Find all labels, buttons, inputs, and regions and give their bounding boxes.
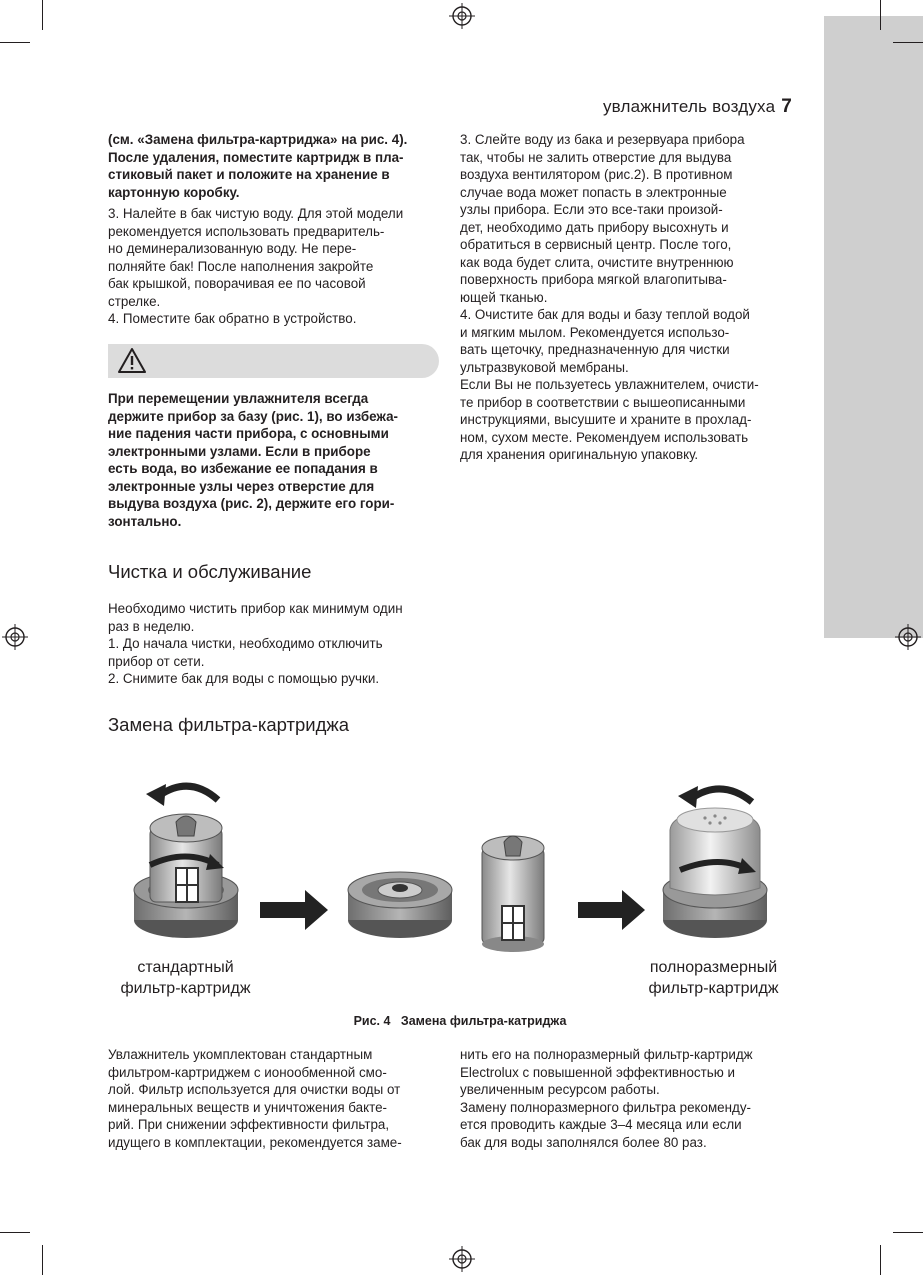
text-line: полноразмерный xyxy=(649,959,778,976)
text-line: для хранения оригинальную упаковку. xyxy=(460,447,699,462)
standard-cartridge-figure xyxy=(134,784,238,938)
text-line: ние падения части прибора, с основными xyxy=(108,426,389,441)
text-line: те прибор в соответствии с вышеописанными xyxy=(460,394,746,410)
fullsize-filter-label xyxy=(636,957,791,999)
text-line: поверхность прибора мягкой влагопитыва- xyxy=(460,272,727,287)
arrow-right-icon xyxy=(578,890,645,930)
text-line: электронными узлами. Если в приборе xyxy=(108,443,371,459)
left-bold-paragraph xyxy=(108,131,448,201)
figure-caption: Рис. 4 Замена фильтра-катриджа xyxy=(353,1014,567,1028)
right-column-text xyxy=(460,131,805,464)
crop-mark xyxy=(893,1232,923,1233)
text-line: но деминерализованную воду. Не пере- xyxy=(108,241,357,256)
crop-mark xyxy=(880,0,881,30)
cleaning-heading: Чистка и обслуживание xyxy=(108,561,312,582)
text-line: узлы прибора. Если это все-таки произой- xyxy=(460,202,723,217)
text-line: рекомендуется использовать предваритель- xyxy=(108,223,385,239)
crop-mark xyxy=(0,1232,30,1233)
registration-mark-icon xyxy=(2,624,28,650)
text-line: бак для воды заполнялся более 80 раз. xyxy=(460,1134,707,1150)
bottom-left-text xyxy=(108,1046,448,1151)
text-line: бак крышкой, поворачивая ее по часовой xyxy=(108,276,366,291)
crop-mark xyxy=(880,1245,881,1275)
text-line: как вода будет слита, очистите внутреннюю xyxy=(460,254,734,270)
text-line: картонную коробку. xyxy=(108,184,240,200)
text-line: случае вода может попасть в электронные xyxy=(460,184,727,200)
text-line: Если Вы не пользуетесь увлажнителем, очисти- xyxy=(460,377,759,392)
page-number: 7 xyxy=(781,96,792,117)
text-line: фильтр-картридж xyxy=(648,980,779,997)
text-line: Electrolux с повышенной эффективностью и xyxy=(460,1064,735,1080)
text-line: При перемещении увлажнителя всегда xyxy=(108,391,369,406)
registration-mark-icon xyxy=(449,1246,475,1272)
text-line: так, чтобы не залить отверстие для выдува xyxy=(460,149,732,165)
text-line: раз в неделю. xyxy=(108,618,195,634)
text-line: полняйте бак! После наполнения закройте xyxy=(108,258,374,274)
text-line: стрелке. xyxy=(108,293,161,309)
cleaning-text xyxy=(108,600,448,688)
text-line: 3. Слейте воду из бака и резервуара прибора xyxy=(460,132,745,147)
text-line: фильтром-картриджем с ионообменной смо- xyxy=(108,1064,387,1080)
header-title: увлажнитель воздуха xyxy=(602,97,776,116)
text-line: увеличенным ресурсом работы. xyxy=(460,1082,660,1097)
side-tab xyxy=(824,16,923,638)
text-line: стиковый пакет и положите на хранение в xyxy=(108,167,390,182)
text-line: прибор от сети. xyxy=(108,653,205,669)
text-line: Необходимо чистить прибор как минимум один xyxy=(108,601,403,616)
registration-mark-icon xyxy=(449,3,475,29)
text-line: стандартный xyxy=(137,959,234,976)
fullsize-cartridge-figure xyxy=(663,786,767,938)
bottom-right-text xyxy=(460,1046,805,1151)
text-line: фильтр-картридж xyxy=(120,980,251,997)
standalone-cartridge-figure xyxy=(482,836,544,952)
text-line: 4. Очистите бак для воды и базу теплой водой xyxy=(460,307,750,322)
text-line: рий. При снижении эффективности фильтра, xyxy=(108,1117,390,1132)
text-line: идущего в комплектации, рекомендуется заме- xyxy=(108,1134,402,1150)
text-line: нить его на полноразмерный фильтр-картридж xyxy=(460,1047,753,1062)
crop-mark xyxy=(42,0,43,30)
text-line: дет, необходимо дать прибору высохнуть и xyxy=(460,219,729,235)
text-line: и мягким мылом. Рекомендуется использо- xyxy=(460,324,730,340)
text-line: воздуха вентилятором (рис.2). В противном xyxy=(460,167,733,182)
text-line: лой. Фильтр используется для очистки воды от xyxy=(108,1082,401,1097)
filter-replacement-illustration xyxy=(100,770,820,960)
crop-mark xyxy=(42,1245,43,1275)
text-line: 2. Снимите бак для воды с помощью ручки. xyxy=(108,671,380,686)
text-line: После удаления, поместите картридж в пла- xyxy=(108,149,404,165)
filter-heading: Замена фильтра-картриджа xyxy=(108,714,350,735)
crop-mark xyxy=(0,42,30,43)
text-line: есть вода, во избежание ее попадания в xyxy=(108,461,378,476)
text-line: электронные узлы через отверстие для xyxy=(108,478,375,494)
standard-filter-label xyxy=(108,957,263,999)
text-line: ультразвуковой мембраны. xyxy=(460,359,629,375)
text-line: Замену полноразмерного фильтра рекоменду- xyxy=(460,1099,751,1115)
text-line: вать щеточку, предназначенную для чистки xyxy=(460,342,730,357)
registration-mark-icon xyxy=(895,624,921,650)
arrow-right-icon xyxy=(260,890,328,930)
warning-triangle-icon xyxy=(117,347,147,374)
text-line: ном, сухом месте. Рекомендуем использовать xyxy=(460,429,749,445)
crop-mark xyxy=(893,42,923,43)
text-line: (см. «Замена фильтра-картриджа» на рис. 4). xyxy=(108,132,408,147)
page-header xyxy=(603,96,792,118)
left-steps-paragraph xyxy=(108,205,448,328)
warning-text xyxy=(108,390,448,530)
text-line: 1. До начала чистки, необходимо отключить xyxy=(108,636,383,651)
text-line: Увлажнитель укомплектован стандартным xyxy=(108,1047,373,1062)
text-line: 3. Налейте в бак чистую воду. Для этой модели xyxy=(108,206,404,221)
warning-bar xyxy=(108,344,439,378)
text-line: зонтально. xyxy=(108,513,182,529)
text-line: ется проводить каждые 3–4 месяца или если xyxy=(460,1117,742,1132)
empty-base-figure xyxy=(348,872,452,938)
text-line: инструкциями, высушите и храните в прохлад- xyxy=(460,412,752,427)
text-line: ющей тканью. xyxy=(460,289,548,305)
text-line: 4. Поместите бак обратно в устройство. xyxy=(108,311,357,326)
text-line: обратиться в сервисный центр. После того, xyxy=(460,237,732,252)
text-line: минеральных веществ и уничтожения бакте- xyxy=(108,1099,388,1115)
text-line: выдува воздуха (рис. 2), держите его гори- xyxy=(108,496,395,511)
text-line: держите прибор за базу (рис. 1), во избежа- xyxy=(108,408,398,424)
